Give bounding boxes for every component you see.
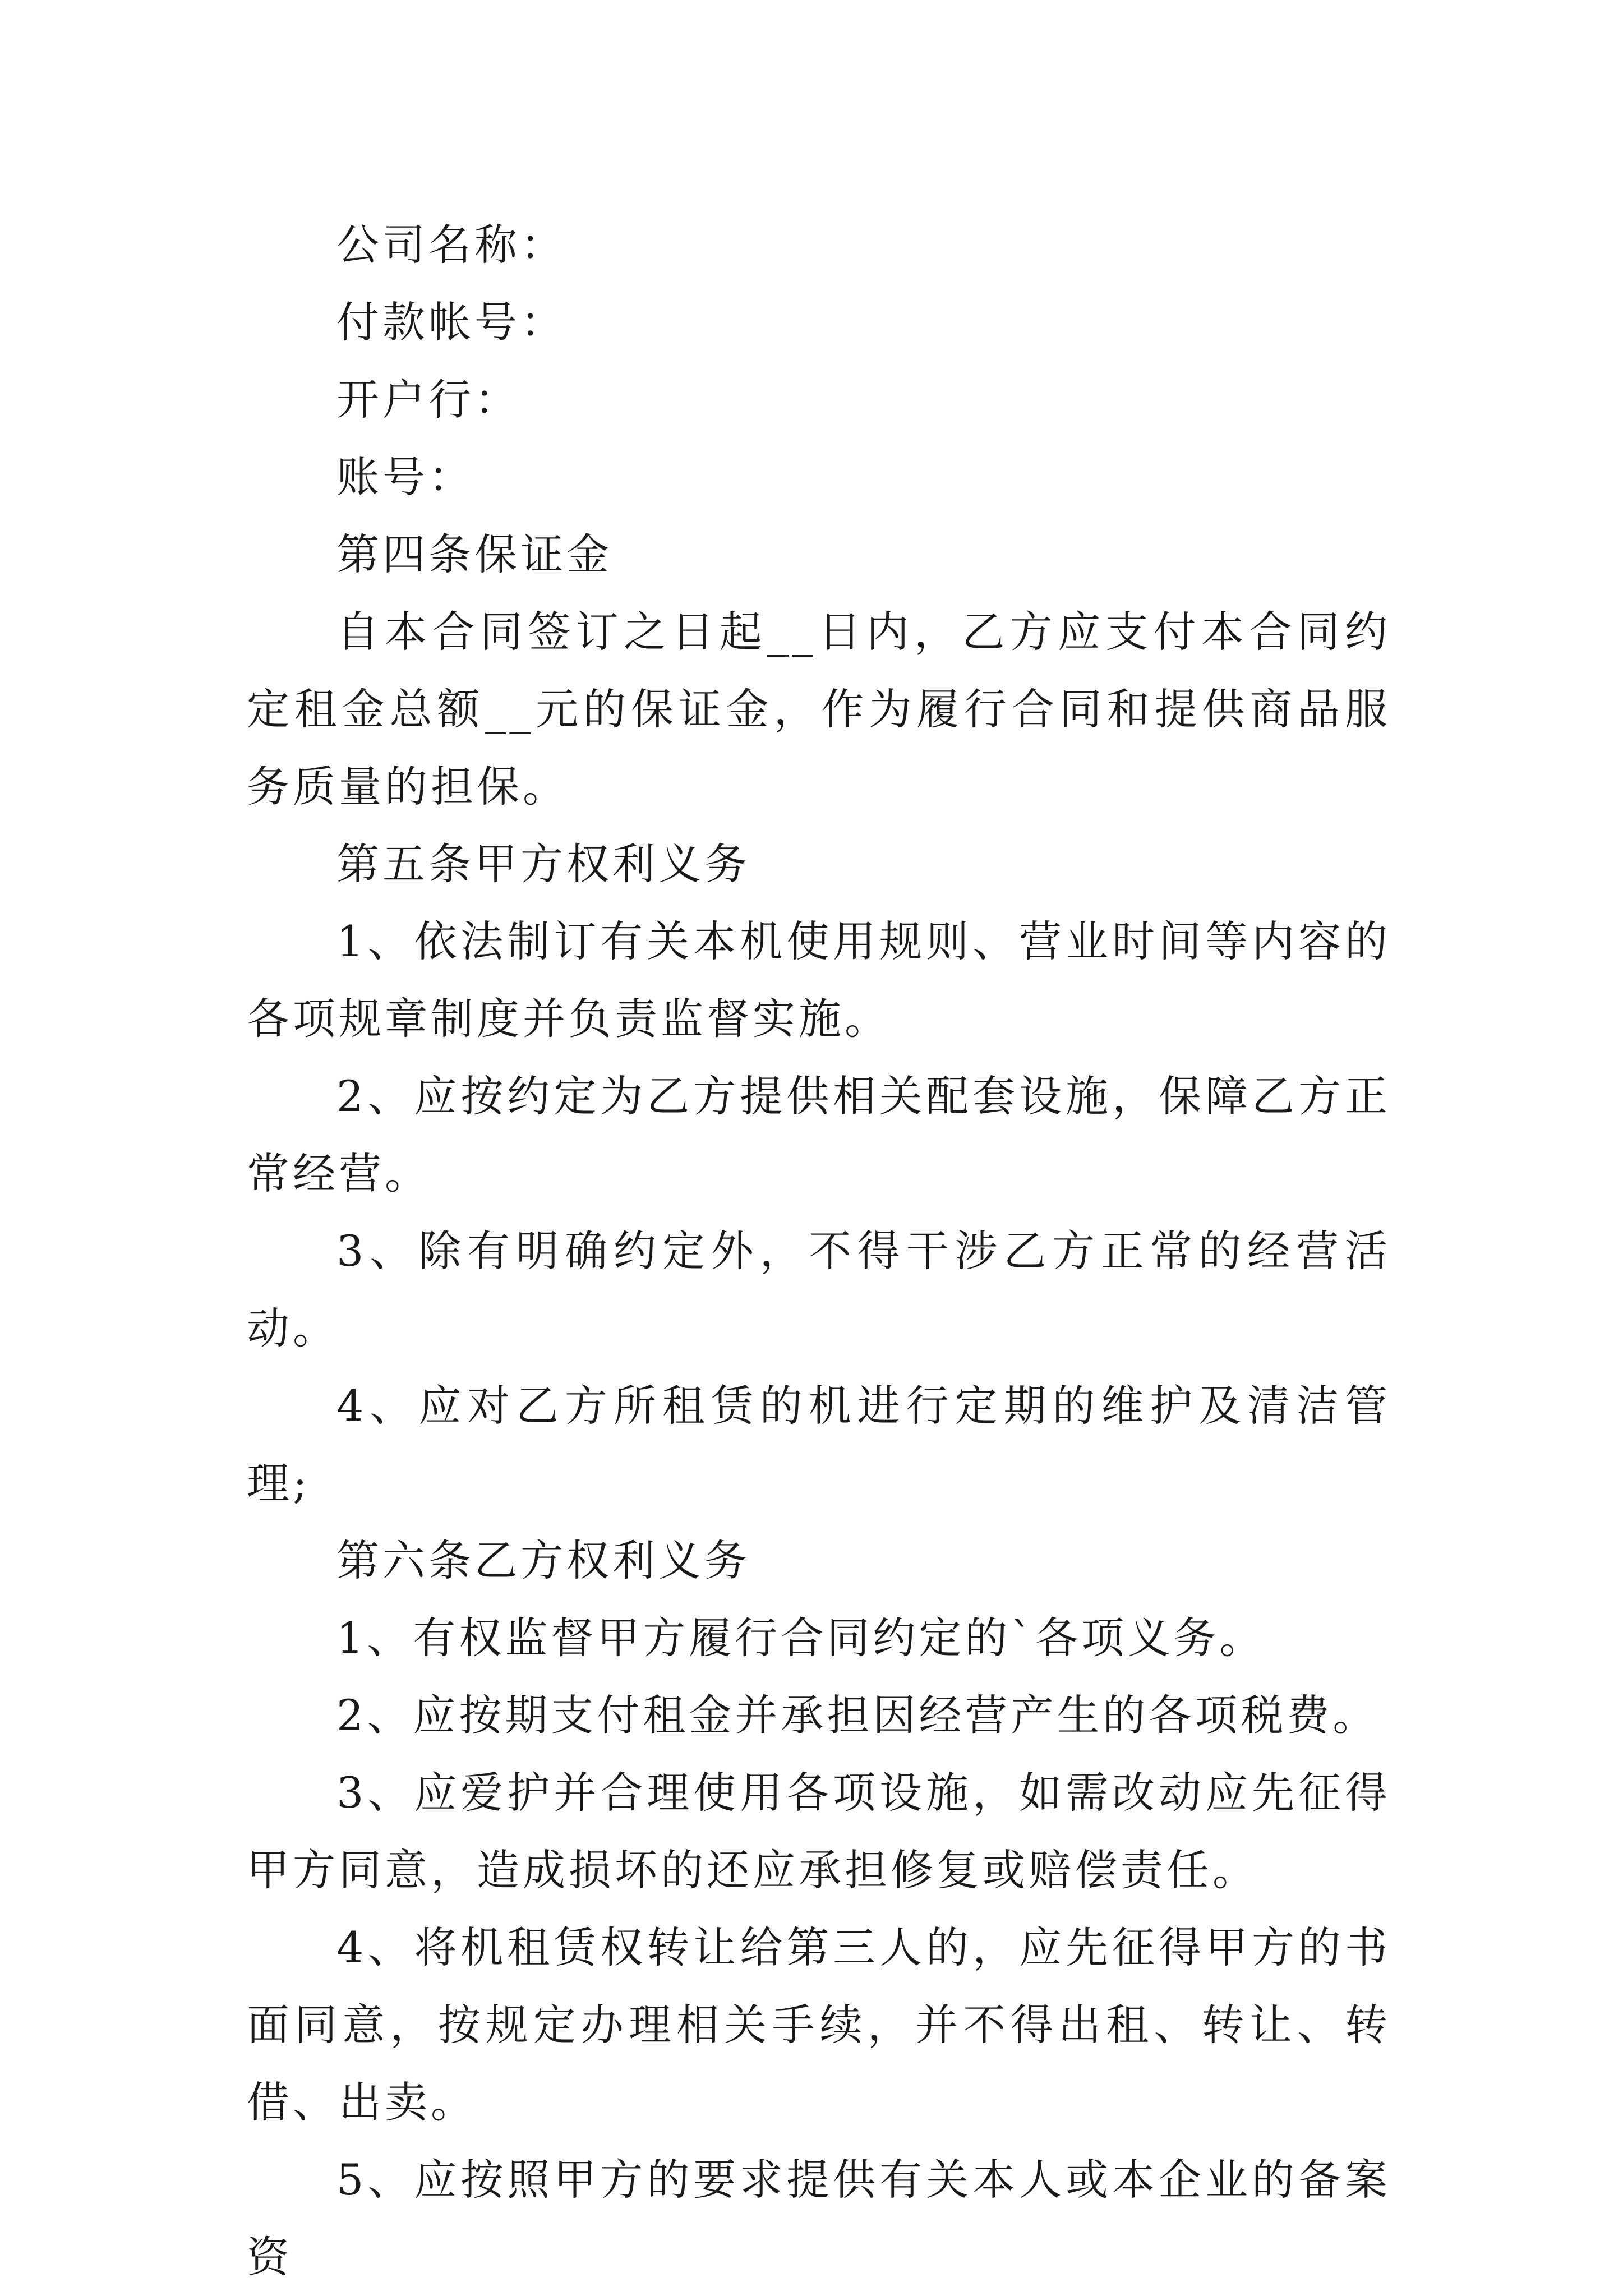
paragraph-payment-account: 付款帐号：: [336, 297, 566, 347]
heading-article-4: 第四条保证金: [336, 529, 612, 579]
document-body: [247, 206, 1391, 2296]
heading-article-6: 第六条乙方权利义务: [336, 1536, 750, 1585]
paragraph-account-number: 账号：: [336, 452, 474, 502]
paragraph-party-b-item-4: 4、将机租赁权转让给第三人的，应先征得甲方的书面同意，按规定办理相关手续，并不得出租、转让、转借、出卖。: [247, 1922, 1391, 2127]
paragraph-party-b-item-3: 3、应爱护并合理使用各项设施，如需改动应先征得甲方同意，造成损坏的还应承担修复或赔偿责任。: [247, 1768, 1391, 1895]
paragraph-deposit: 自本合同签订之日起__日内，乙方应支付本合同约定租金总额__元的保证金，作为履行合同和提供商品服务质量的担保。: [247, 607, 1391, 812]
heading-article-5: 第五条甲方权利义务: [336, 839, 750, 889]
paragraph-company-name: 公司名称：: [336, 220, 566, 270]
paragraph-opening-bank: 开户行：: [336, 375, 520, 425]
paragraph-party-b-item-1: 1、有权监督甲方履行合同约定的`各项义务。: [336, 1613, 1266, 1663]
paragraph-party-a-item-4: 4、应对乙方所租赁的机进行定期的维护及清洁管理;: [247, 1381, 1391, 1508]
paragraph-party-a-item-2: 2、应按约定为乙方提供相关配套设施，保障乙方正常经营。: [247, 1071, 1391, 1198]
paragraph-party-a-item-1: 1、依法制订有关本机使用规则、营业时间等内容的各项规章制度并负责监督实施。: [247, 916, 1391, 1044]
paragraph-party-b-item-5: 5、应按照甲方的要求提供有关本人或本企业的备案资: [247, 2155, 1391, 2282]
paragraph-party-a-item-3: 3、除有明确约定外，不得干涉乙方正常的经营活动。: [247, 1226, 1391, 1353]
paragraph-party-b-item-2: 2、应按期支付租金并承担因经营产生的各项税费。: [336, 1690, 1379, 1740]
